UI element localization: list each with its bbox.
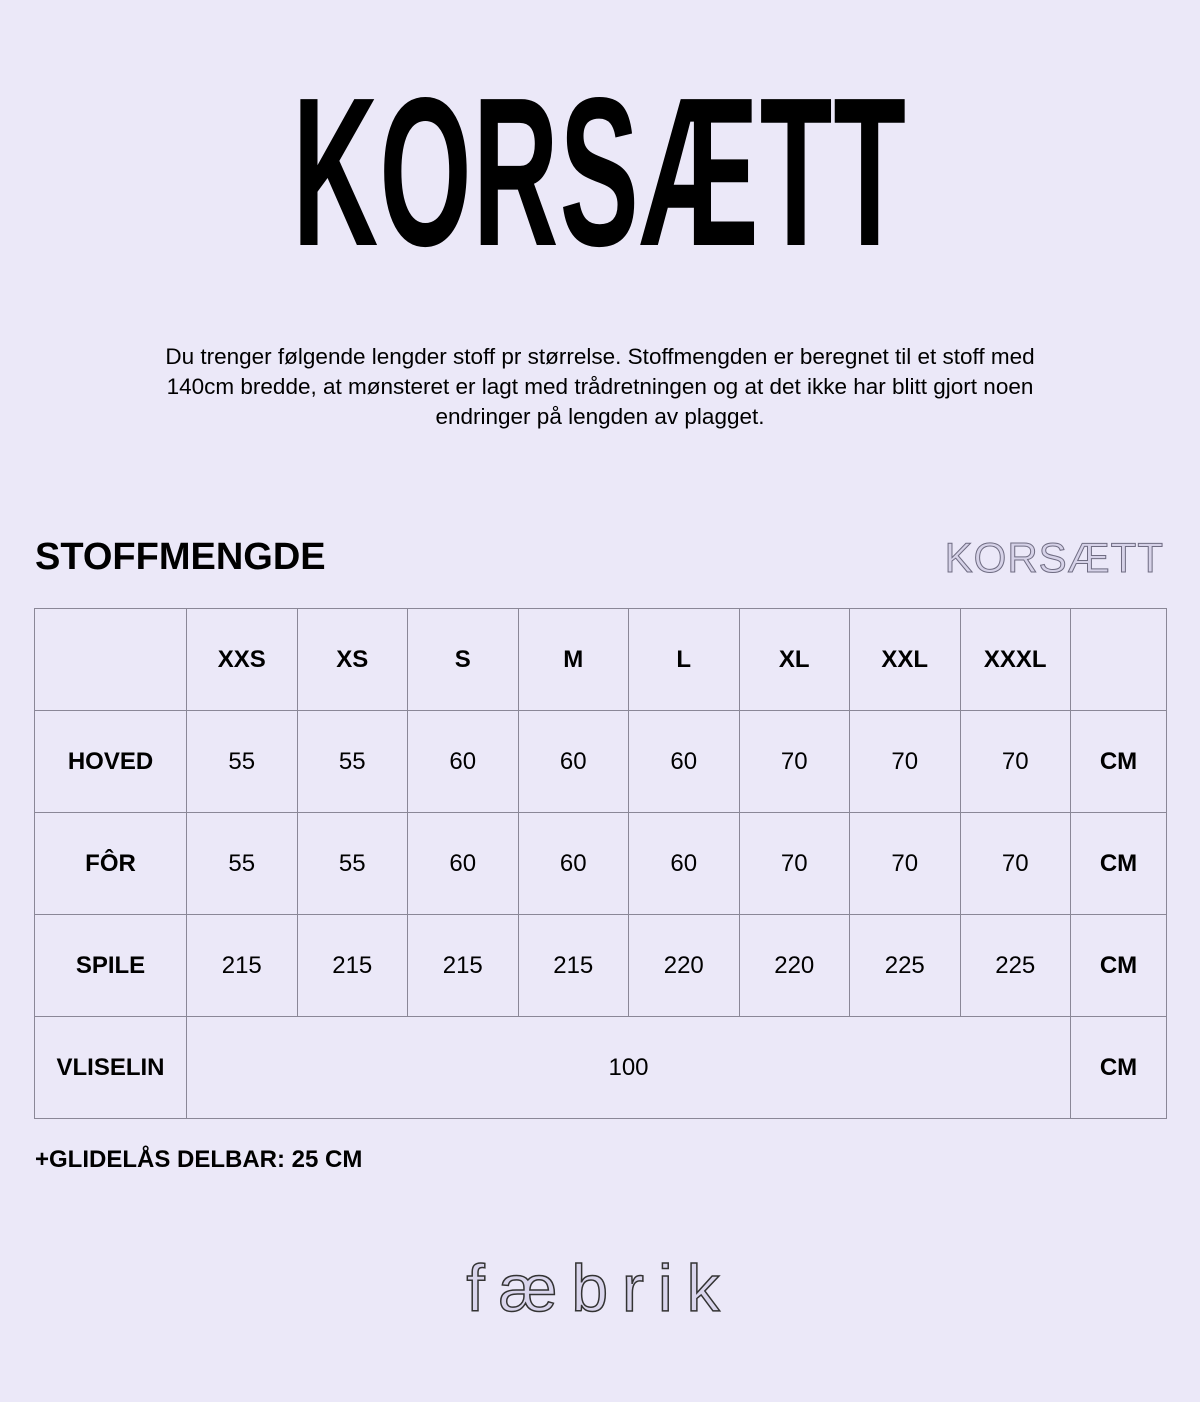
size-header: M <box>518 609 629 711</box>
size-header: S <box>408 609 519 711</box>
value-cell: 70 <box>850 813 961 915</box>
value-cell: 220 <box>629 915 740 1017</box>
value-cell: 70 <box>739 813 850 915</box>
value-cell: 60 <box>408 711 519 813</box>
value-cell: 55 <box>297 813 408 915</box>
unit-cell: CM <box>1071 915 1167 1017</box>
value-cell: 225 <box>960 915 1071 1017</box>
value-cell: 60 <box>518 711 629 813</box>
value-cell: 60 <box>518 813 629 915</box>
value-cell: 70 <box>739 711 850 813</box>
page-title: KORSÆTT <box>292 53 908 290</box>
table-row <box>35 711 1167 813</box>
unit-header <box>1071 609 1167 711</box>
value-cell: 55 <box>297 711 408 813</box>
value-cell: 215 <box>297 915 408 1017</box>
value-cell: 70 <box>960 711 1071 813</box>
zipper-note: +GLIDELÅS DELBAR: 25 CM <box>35 1146 363 1173</box>
fabric-table <box>34 608 1167 1119</box>
size-header: XXS <box>187 609 298 711</box>
size-header: L <box>629 609 740 711</box>
section-title: STOFFMENGDE <box>35 536 326 578</box>
brand-logo: fæbrik <box>466 1251 734 1325</box>
value-cell: 100 <box>187 1017 1071 1119</box>
value-cell: 215 <box>408 915 519 1017</box>
size-header: XXL <box>850 609 961 711</box>
size-header: XXXL <box>960 609 1071 711</box>
value-cell: 60 <box>629 813 740 915</box>
value-cell: 60 <box>629 711 740 813</box>
value-cell: 215 <box>187 915 298 1017</box>
row-label: FÔR <box>35 813 187 915</box>
value-cell: 70 <box>850 711 961 813</box>
value-cell: 70 <box>960 813 1071 915</box>
table-row <box>35 915 1167 1017</box>
row-label: HOVED <box>35 711 187 813</box>
unit-cell: CM <box>1071 813 1167 915</box>
value-cell: 55 <box>187 711 298 813</box>
row-label: VLISELIN <box>35 1017 187 1119</box>
corner-cell <box>35 609 187 711</box>
size-header: XS <box>297 609 408 711</box>
value-cell: 220 <box>739 915 850 1017</box>
table-row <box>35 813 1167 915</box>
unit-cell: CM <box>1071 1017 1167 1119</box>
section-watermark: KORSÆTT <box>944 534 1164 581</box>
row-label: SPILE <box>35 915 187 1017</box>
value-cell: 60 <box>408 813 519 915</box>
value-cell: 215 <box>518 915 629 1017</box>
intro-text: Du trenger følgende lengder stoff pr størrelse. Stoffmengden er beregnet til et stoff med 140cm bredde, at mønsteret er lagt med trådretningen og at det ikke har blitt gjort noen endringer på lengden av plagget. <box>165 344 1035 429</box>
size-header: XL <box>739 609 850 711</box>
value-cell: 55 <box>187 813 298 915</box>
value-cell: 225 <box>850 915 961 1017</box>
table-row <box>35 1017 1167 1119</box>
table-header-row <box>35 609 1167 711</box>
unit-cell: CM <box>1071 711 1167 813</box>
